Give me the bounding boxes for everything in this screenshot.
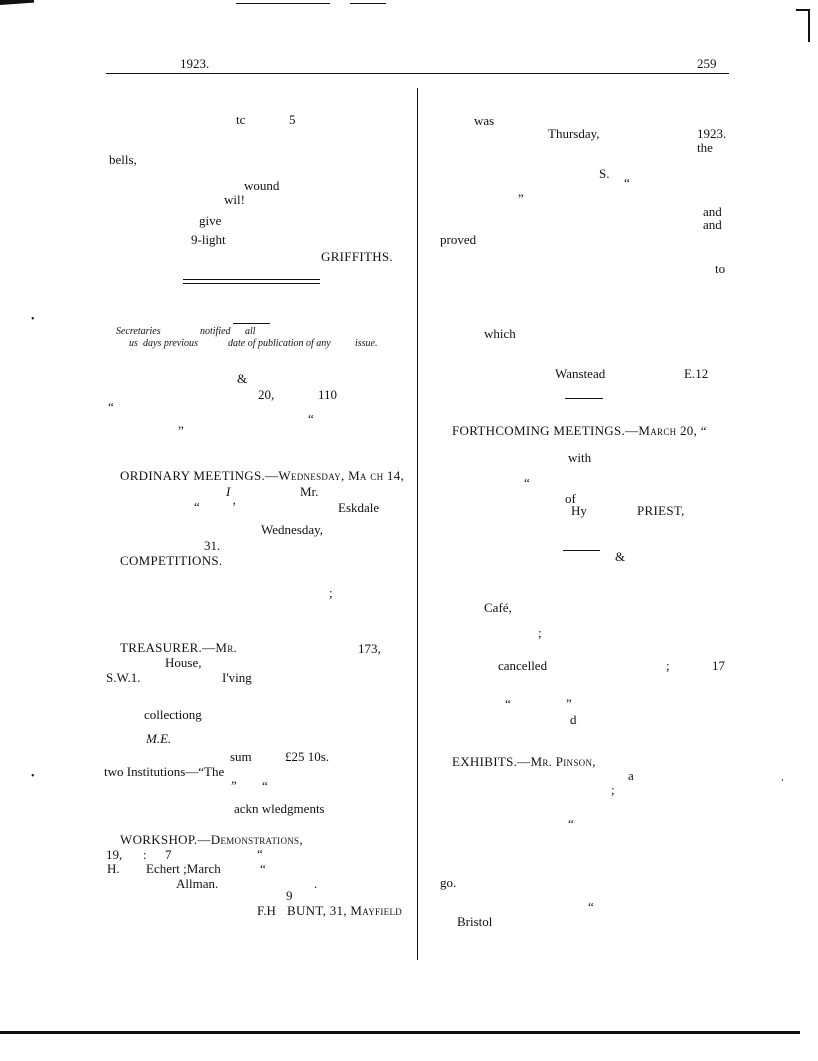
right-text-fragment: “ xyxy=(588,899,594,914)
right-text-fragment: with xyxy=(568,450,592,465)
section-rule-double-top xyxy=(183,279,320,280)
header-year: 1923. xyxy=(180,56,210,71)
right-text-fragment: 1923. xyxy=(697,126,727,141)
left-text-fragment: COMPETITIONS. xyxy=(120,553,223,568)
right-text-fragment: the xyxy=(697,140,713,155)
margin-mark-left-1: • xyxy=(31,314,35,325)
left-text-fragment: 110 xyxy=(318,387,338,402)
right-text-fragment: Café, xyxy=(484,600,512,615)
left-text-fragment: wound xyxy=(244,178,280,193)
right-text-fragment: was xyxy=(474,113,495,128)
right-short-rule-1 xyxy=(565,398,603,399)
right-text-fragment: a xyxy=(628,768,634,783)
left-text-fragment: two Institutions—“The xyxy=(104,764,225,779)
section-rule-double-bottom xyxy=(183,283,320,284)
left-text-fragment: ; xyxy=(329,585,333,600)
left-text-fragment: £25 10s. xyxy=(285,749,330,764)
left-text-fragment: Wednesday, xyxy=(261,522,324,537)
left-text-fragment: Eskdale xyxy=(338,500,380,515)
left-text-fragment: F.H xyxy=(257,903,276,918)
right-text-fragment: EXHIBITS.—Mr. Pinson, xyxy=(452,754,596,769)
right-text-fragment: go. xyxy=(440,875,457,890)
header-rule xyxy=(106,73,729,74)
right-text-fragment: Wanstead xyxy=(555,366,606,381)
right-text-fragment: PRIEST, xyxy=(637,503,685,518)
left-text-fragment: collectiong xyxy=(144,707,202,722)
right-text-fragment: which xyxy=(484,326,516,341)
left-text-fragment: Mr. xyxy=(300,484,319,499)
left-text-fragment: notified xyxy=(200,326,231,337)
left-text-fragment: ” xyxy=(178,423,184,438)
left-text-fragment: “ xyxy=(257,846,263,861)
left-text-fragment: I'ving xyxy=(222,670,252,685)
right-text-fragment: “ xyxy=(524,475,530,490)
right-text-fragment: to xyxy=(715,261,726,276)
left-text-fragment: ” xyxy=(231,778,237,793)
left-text-fragment: days previous xyxy=(143,338,198,349)
left-text-fragment: of any xyxy=(306,338,331,349)
right-short-rule-2 xyxy=(563,550,600,551)
page-number: 259 xyxy=(697,56,717,71)
left-text-fragment: 173, xyxy=(358,641,381,656)
right-text-fragment: d xyxy=(570,712,577,727)
left-text-fragment: “ xyxy=(194,499,200,514)
left-text-fragment: TREASURER.—Mr. xyxy=(120,640,238,655)
margin-mark-left-2: • xyxy=(31,771,35,782)
right-text-fragment: “ xyxy=(624,175,630,190)
left-text-fragment: Allman. xyxy=(176,876,219,891)
left-text-fragment: “ xyxy=(308,411,314,426)
left-text-fragment: 9 xyxy=(286,888,293,903)
left-text-fragment: date of publication xyxy=(228,338,304,349)
section-short-rule xyxy=(233,323,270,324)
left-text-fragment: 9-light xyxy=(191,232,226,247)
left-text-fragment: 19, xyxy=(106,847,123,862)
left-text-fragment: ackn wledgments xyxy=(234,801,325,816)
left-text-fragment: . xyxy=(314,876,318,891)
left-text-fragment: tc xyxy=(236,112,246,127)
right-text-fragment: FORTHCOMING MEETINGS.—March 20, “ xyxy=(452,423,707,438)
column-divider xyxy=(417,88,418,960)
left-text-fragment: issue. xyxy=(355,338,378,349)
left-text-fragment: GRIFFITHS. xyxy=(321,249,393,264)
left-text-fragment: wil! xyxy=(224,192,245,207)
page-edge-mark-vertical xyxy=(808,9,810,42)
left-text-fragment: bells, xyxy=(109,152,137,167)
right-text-fragment: and xyxy=(703,217,722,232)
right-text-fragment: Bristol xyxy=(457,914,493,929)
margin-mark-right: ‘ xyxy=(781,777,784,787)
right-text-fragment: & xyxy=(615,549,626,564)
left-text-fragment: “ xyxy=(108,399,114,414)
right-text-fragment: cancelled xyxy=(498,658,548,673)
left-text-fragment: ORDINARY MEETINGS.—Wednesday, Ma ch 14, xyxy=(120,468,405,483)
left-text-fragment: M.E. xyxy=(146,731,172,746)
left-text-fragment: S.W.1. xyxy=(106,670,141,685)
bottom-page-rule xyxy=(0,1031,800,1034)
left-text-fragment: House, xyxy=(165,655,202,670)
left-text-fragment: 20, xyxy=(258,387,275,402)
right-text-fragment: S. xyxy=(599,166,610,181)
left-text-fragment: H. xyxy=(107,861,120,876)
right-text-fragment: Hy xyxy=(571,503,587,518)
right-text-fragment: of xyxy=(565,491,576,506)
left-text-fragment: Secretaries xyxy=(116,326,161,337)
left-text-fragment: us xyxy=(129,338,138,349)
right-text-fragment: ; xyxy=(611,782,615,797)
right-text-fragment: ” xyxy=(518,191,524,206)
right-text-fragment: ; xyxy=(538,625,542,640)
left-text-fragment: BUNT, 31, Mayfield xyxy=(287,903,403,918)
left-text-fragment: give xyxy=(199,213,222,228)
left-text-fragment: sum xyxy=(230,749,252,764)
left-text-fragment: & xyxy=(237,371,248,386)
left-text-fragment: WORKSHOP.—Demonstrations, xyxy=(120,832,303,847)
right-text-fragment: ; xyxy=(666,658,670,673)
right-text-fragment: Thursday, xyxy=(548,126,600,141)
left-text-fragment: ’ xyxy=(232,499,237,514)
left-text-fragment: 5 xyxy=(289,112,296,127)
left-text-fragment: 31. xyxy=(204,538,221,553)
top-stray-rule-1 xyxy=(236,3,330,4)
left-text-fragment: “ xyxy=(260,861,266,876)
left-text-fragment: all xyxy=(245,326,256,337)
left-text-fragment: : xyxy=(143,847,147,862)
right-text-fragment: 17 xyxy=(712,658,725,673)
top-stray-rule-2 xyxy=(350,3,386,4)
right-text-fragment: proved xyxy=(440,232,477,247)
right-text-fragment: “ xyxy=(568,816,574,831)
left-text-fragment: 7 xyxy=(165,847,172,862)
left-text-fragment: Echert ;March xyxy=(146,861,221,876)
ink-blot-top-left xyxy=(0,0,34,5)
left-text-fragment: I xyxy=(226,484,231,499)
right-text-fragment: ” xyxy=(566,696,572,711)
left-text-fragment: “ xyxy=(262,778,268,793)
right-text-fragment: “ xyxy=(505,696,511,711)
right-text-fragment: E.12 xyxy=(684,366,709,381)
right-text-fragment: and xyxy=(703,204,722,219)
